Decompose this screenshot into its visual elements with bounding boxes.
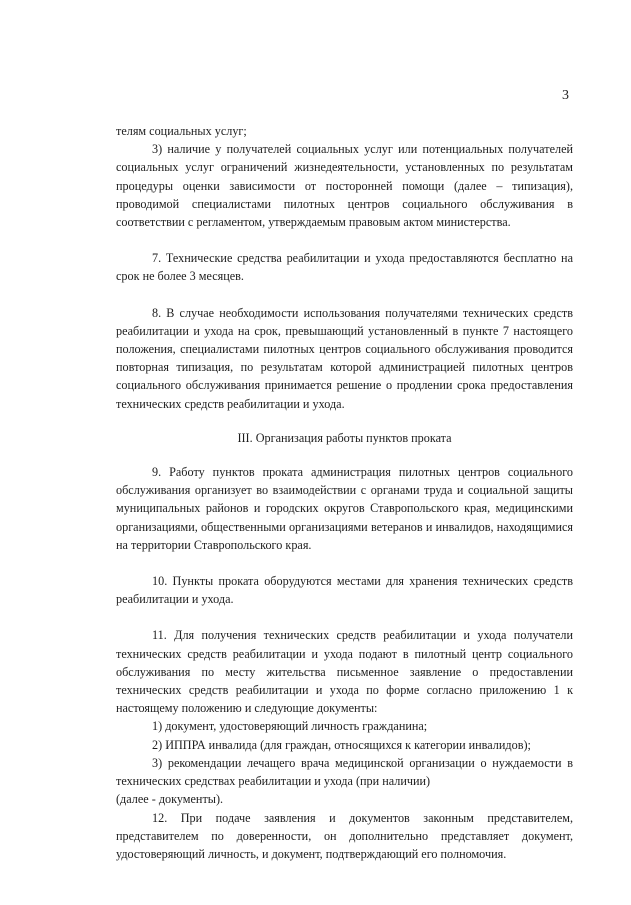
paragraph-11-item-3: 3) рекомендации лечащего врача медицинской организации о нуждаемости в технических средствах реабилитации и ухода (при наличии) — [116, 755, 573, 789]
paragraph-11-tail: (далее - документы). — [116, 792, 224, 807]
paragraph-12: 12. При подаче заявления и документов законным представителем, представителем по доверенности, он дополнительно представляет документ, удостоверяющий личность, и документ, подтверждающий его полномочия. — [116, 810, 573, 861]
paragraph-10: 10. Пункты проката оборудуются местами для хранения технических средств реабилитации и ухода. — [116, 574, 573, 607]
document-body — [116, 122, 573, 863]
paragraph-11-item-2: 2) ИППРА инвалида (для граждан, относящихся к категории инвалидов); — [152, 737, 531, 752]
paragraph-9: 9. Работу пунктов проката администрация пилотных центров социального обслуживания организует во взаимодействии с органами труда и социальной защиты муниципальных районов и городских округов Ставропольского края, медицинскими организациями, общественными организациями ветеранов и инвалидов, находящимися на территории Ставропольского края. — [116, 465, 573, 552]
paragraph-11-item-1: 1) документ, удостоверяющий личность гражданина; — [152, 719, 428, 734]
paragraph-8: 8. В случае необходимости использования получателями технических средств реабилитации и ухода на срок, превышающий установленный в пункте 7 настоящего положения, специалистами пилотных центров социального обслуживания проводится повторная типизация, по результатам которой администрацией пилотных центров социального обслуживания принимается решение о продлении срока предоставления технических средств реабилитации и ухода. — [116, 305, 573, 411]
section-heading: III. Организация работы пунктов проката — [237, 430, 452, 445]
paragraph-7: 7. Технические средства реабилитации и ухода предоставляются бесплатно на срок не более 3 месяцев. — [116, 251, 573, 284]
paragraph-item-3: 3) наличие у получателей социальных услуг или потенциальных получателей социальных услуг ограничений жизнедеятельности, установленных по результатам процедуры оценки зависимости от посторонней помощи (далее – типизация), проводимой специалистами пилотных центров социального обслуживания в соответствии с регламентом, утверждаемым правовым актом министерства. — [116, 142, 573, 230]
paragraph-continuation: телям социальных услуг; — [116, 124, 247, 138]
paragraph-11: 11. Для получения технических средств реабилитации и ухода получатели технических средств реабилитации и ухода подают в пилотный центр социального обслуживания по месту жительства письменное заявление о предоставлении технических средств реабилитации и ухода по форме согласно приложению 1 к настоящему положению и следующие документы: — [116, 628, 573, 716]
page-number: 3 — [562, 88, 569, 103]
